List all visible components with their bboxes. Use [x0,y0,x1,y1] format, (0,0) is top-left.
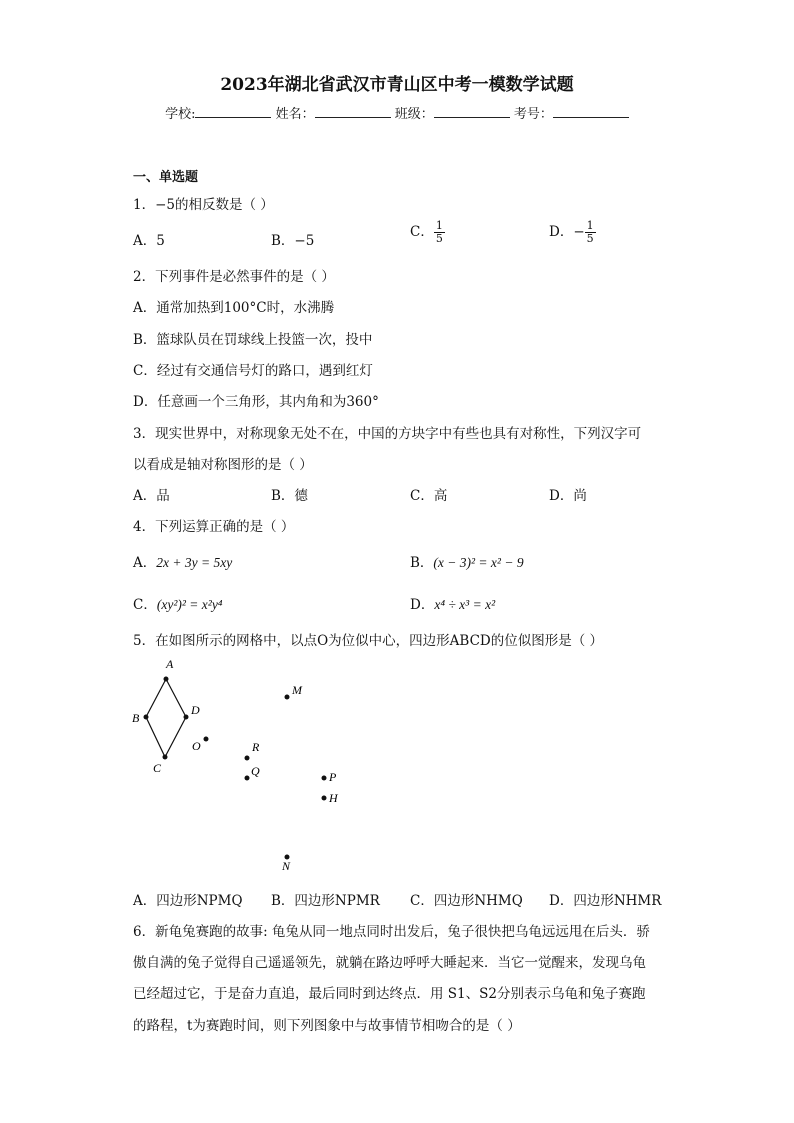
page-title: 2023年湖北省武汉市青山区中考一模数学试题 [220,75,574,95]
label-p: P [329,770,337,784]
point-q [245,776,250,781]
q4-option-b-expr: (x − 3)² = x² − 9 [433,555,524,570]
q1-c-denominator: 5 [435,232,443,245]
point-b [144,715,149,720]
q1-d-numerator: 1 [586,219,594,232]
label-m: M [292,683,302,697]
school-label: 学校: [165,107,196,122]
label-q: Q [251,764,260,778]
q1-d-denominator: 5 [586,232,594,245]
q6-line3: 已经超过它，于是奋力直追，最后同时到达终点．用 S1、S2分别表示乌龟和兔子赛跑 [133,986,646,1002]
point-c [163,755,168,760]
q3-stem-line2: 以看成是轴对称图形的是（ ） [133,457,313,473]
exam-no-label: 考号： [513,107,553,122]
q3-option-b[interactable]: B．德 [271,488,308,504]
q2-option-c[interactable]: C．经过有交通信号灯的路口，遇到红灯 [133,363,373,379]
q4-option-a-expr: 2x + 3y = 5xy [156,555,233,570]
q4-option-b-prefix: B． [410,555,434,571]
q3-stem-line1: 3．现实世界中，对称现象无处不在，中国的方块字中有些也具有对称性，下列汉字可 [133,426,642,442]
q3-option-a[interactable]: A．品 [133,488,170,504]
q5-option-a[interactable]: A．四边形NPMQ [133,893,243,909]
q2-option-a[interactable]: A．通常加热到100°C时，水沸腾 [133,300,335,316]
point-o [204,737,209,742]
label-a: A [166,657,174,671]
q5-option-b[interactable]: B．四边形NPMR [271,893,380,909]
q2-stem: 2．下列事件是必然事件的是（ ） [133,269,335,285]
name-label: 姓名： [275,107,315,122]
label-h: H [329,791,338,805]
q1-stem: 1．−5的相反数是（ ） [133,197,274,213]
q1-option-d-prefix: D．− [549,224,585,240]
q2-option-d[interactable]: D．任意画一个三角形，其内角和为360° [133,394,379,410]
q5-option-d[interactable]: D．四边形NHMR [549,893,662,909]
label-d: D [191,703,200,717]
q6-line1: 6．新龟兔赛跑的故事: 龟兔从同一地点同时出发后，兔子很快把乌龟远远甩在后头．骄 [133,924,650,940]
label-b: B [132,711,140,725]
label-n: N [282,859,291,873]
label-r: R [252,740,260,754]
q4-option-d-prefix: D． [410,597,435,613]
point-p [322,776,327,781]
point-a [164,677,169,682]
point-d [184,715,189,720]
q3-option-d[interactable]: D．尚 [549,488,587,504]
class-label: 班级： [394,107,434,122]
q2-option-b[interactable]: B．篮球队员在罚球线上投篮一次，投中 [133,332,373,348]
point-h [322,796,327,801]
q6-line4: 的路程，t为赛跑时间，则下列图象中与故事情节相吻合的是（ ） [133,1018,521,1034]
point-m [285,695,290,700]
label-c: C [153,761,162,775]
q3-option-c[interactable]: C．高 [410,488,448,504]
q4-stem: 4．下列运算正确的是（ ） [133,519,295,535]
q5-option-c[interactable]: C．四边形NHMQ [410,893,523,909]
section-heading-single-choice: 一、单选题 [133,170,199,185]
q1-c-numerator: 1 [435,219,443,232]
quad-abcd [146,679,186,757]
point-r [245,756,250,761]
q6-line2: 傲自满的兔子觉得自己遥遥领先，就躺在路边呼呼大睡起来．当它一觉醒来，发现乌龟 [133,955,646,971]
q1-option-a[interactable]: A．5 [133,233,165,249]
q1-option-c-prefix: C． [410,224,434,240]
q4-option-a-prefix: A． [133,555,157,571]
q4-option-d-expr: x⁴ ÷ x³ = x² [434,597,496,612]
q4-option-c-expr: (xy²)² = x²y⁴ [156,597,223,612]
q4-option-c-prefix: C． [133,597,157,613]
q5-stem: 5．在如图所示的网格中，以点O为位似中心，四边形ABCD的位似图形是（ ） [133,633,604,649]
q1-option-b[interactable]: B．−5 [271,233,315,249]
label-o: O [192,739,201,753]
